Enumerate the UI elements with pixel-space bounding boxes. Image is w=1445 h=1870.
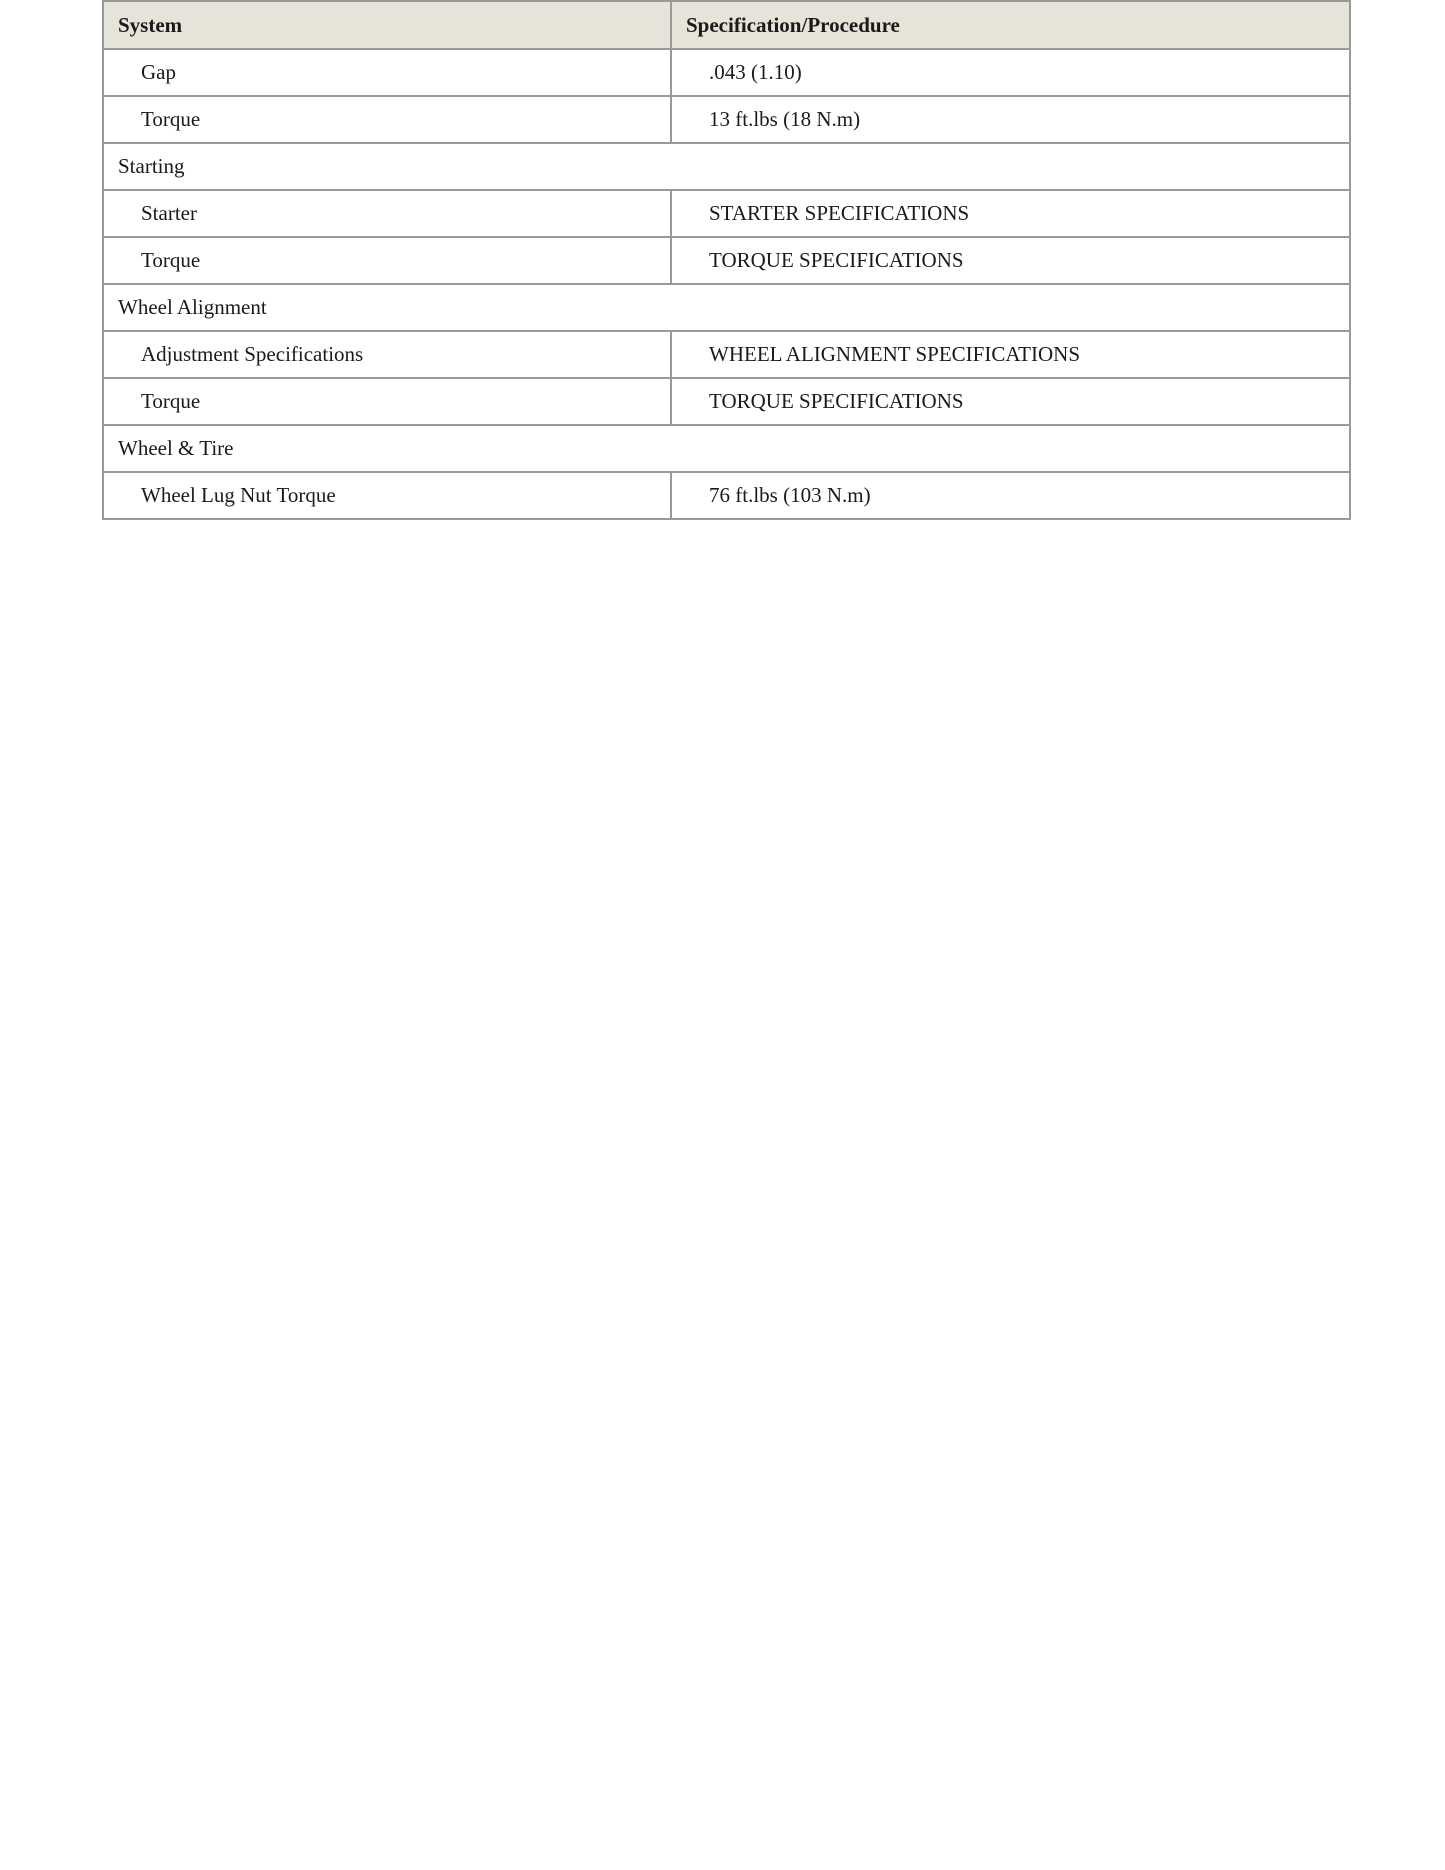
system-cell: Gap — [103, 49, 671, 96]
section-row — [103, 425, 1350, 472]
table-header-row — [103, 1, 1350, 49]
section-row — [103, 143, 1350, 190]
system-cell: Starter — [103, 190, 671, 237]
section-heading-wheel-tire: Wheel & Tire — [103, 425, 1350, 472]
spec-cell: WHEEL ALIGNMENT SPECIFICATIONS — [671, 331, 1350, 378]
column-header-system: System — [103, 1, 671, 49]
spec-cell: .043 (1.10) — [671, 49, 1350, 96]
table-row — [103, 96, 1350, 143]
spec-cell: 76 ft.lbs (103 N.m) — [671, 472, 1350, 519]
section-heading-wheel-alignment: Wheel Alignment — [103, 284, 1350, 331]
table-row — [103, 190, 1350, 237]
table-row — [103, 331, 1350, 378]
spec-cell: STARTER SPECIFICATIONS — [671, 190, 1350, 237]
specifications-table — [102, 0, 1351, 520]
system-cell: Wheel Lug Nut Torque — [103, 472, 671, 519]
spec-cell: TORQUE SPECIFICATIONS — [671, 378, 1350, 425]
table-row — [103, 237, 1350, 284]
section-row — [103, 284, 1350, 331]
spec-cell: 13 ft.lbs (18 N.m) — [671, 96, 1350, 143]
spec-cell: TORQUE SPECIFICATIONS — [671, 237, 1350, 284]
column-header-specification: Specification/Procedure — [671, 1, 1350, 49]
system-cell: Torque — [103, 237, 671, 284]
system-cell: Adjustment Specifications — [103, 331, 671, 378]
section-heading-starting: Starting — [103, 143, 1350, 190]
system-cell: Torque — [103, 378, 671, 425]
table-row — [103, 472, 1350, 519]
system-cell: Torque — [103, 96, 671, 143]
table-row — [103, 378, 1350, 425]
table-row — [103, 49, 1350, 96]
